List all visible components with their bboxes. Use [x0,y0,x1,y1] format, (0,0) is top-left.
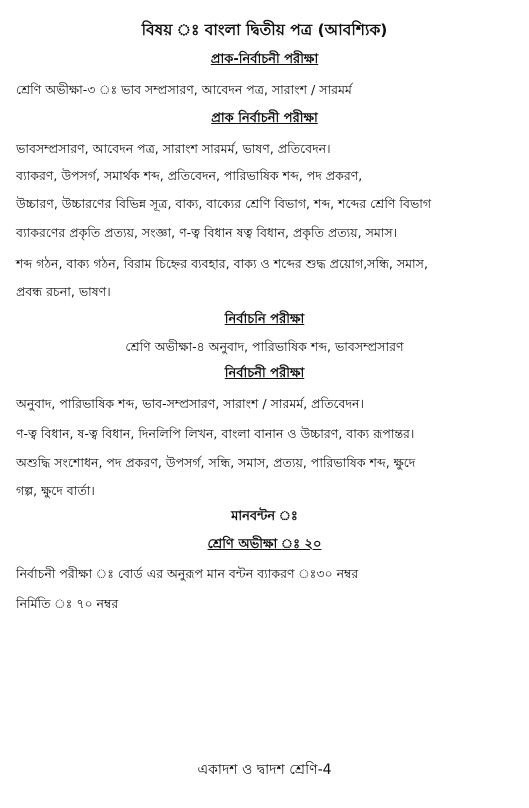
syllabus-line: অনুবাদ, পারিভাষিক শব্দ, ভাব-সম্প্রসারণ, সারাংশ / সারমর্ম, প্রতিবেদন। [16,396,364,411]
marks-line: নির্মিতি ঃ ৭০ নম্বর [16,596,119,611]
section-heading-selection-2: নির্বাচনী পরীক্ষা [224,366,305,381]
section-text-pre-selection-1: শ্রেণি অভীক্ষা-৩ ঃ ভাব সম্প্রসারণ, আবেদন পত্র, সারাংশ / সারমর্ম [16,82,352,97]
syllabus-line: ব্যাকরণের প্রকৃতি প্রত্যয়, সংজ্ঞা, ণ-ত্ব বিধান ষত্ব বিধান, প্রকৃতি প্রত্যয়, সমাস। [16,225,398,240]
syllabus-line: ভাবসম্প্রসারণ, আবেদন পত্র, সারাংশ সারমর্ম, ভাষণ, প্রতিবেদন। [16,141,331,156]
section-text-selection-1: শ্রেণি অভীক্ষা-৪ অনুবাদ, পারিভাষিক শব্দ, ভাবসম্প্রসারণ [125,339,404,354]
page-title: বিষয় ঃ বাংলা দ্বিতীয় পত্র (আবশ্যিক) [141,21,388,39]
syllabus-line: উচ্চারণ, উচ্চারণের বিভিন্ন সূত্র, বাক্য, বাক্যের শ্রেণি বিভাগ, শব্দ, শব্দের শ্রেণি বিভাগ [16,196,432,211]
marks-subheading: শ্রেণি অভীক্ষা ঃ ২০ [207,537,322,552]
syllabus-line: গল্প, ক্ষুদে বার্তা। [16,483,95,498]
marks-line: নির্বাচনী পরীক্ষা ঃ বোর্ড এর অনুরূপ মান বন্টন ব্যাকরণ ঃ৩০ নম্বর [16,566,359,581]
marks-heading: মানবন্টন ঃ [231,509,298,524]
syllabus-line: ব্যাকরণ, উপসর্গ, সমার্থক শব্দ, প্রতিবেদন, পারিভাষিক শব্দ, পদ প্রকরণ, [16,168,363,183]
syllabus-line: শব্দ গঠন, বাক্য গঠন, বিরাম চিহ্নের ব্যবহার, বাক্য ও শব্দের শুদ্ধ প্রয়োগ,সন্ধি, সমাস, [16,256,428,271]
section-heading-selection-1: নির্বাচনি পরীক্ষা [224,312,305,327]
page-footer: একাদশ ও দ্বাদশ শ্রেণি-4 [197,762,332,778]
section-heading-pre-selection-2: প্রাক নির্বাচনী পরীক্ষা [211,111,318,126]
syllabus-line: প্রবন্ধ রচনা, ভাষণ। [16,284,111,299]
syllabus-line: ণ-ত্ব বিধান, ষ-ত্ব বিধান, দিনলিপি লিখন, বাংলা বানান ও উচ্চারণ, বাক্য রূপান্তর। [16,426,415,441]
section-heading-pre-selection-1: প্রাক-নির্বাচনী পরীক্ষা [210,52,319,67]
syllabus-line: অশুদ্ধি সংশোধন, পদ প্রকরণ, উপসর্গ, সন্ধি, সমাস, প্রত্যয়, পারিভাষিক শব্দ, ক্ষুদে [16,455,416,470]
